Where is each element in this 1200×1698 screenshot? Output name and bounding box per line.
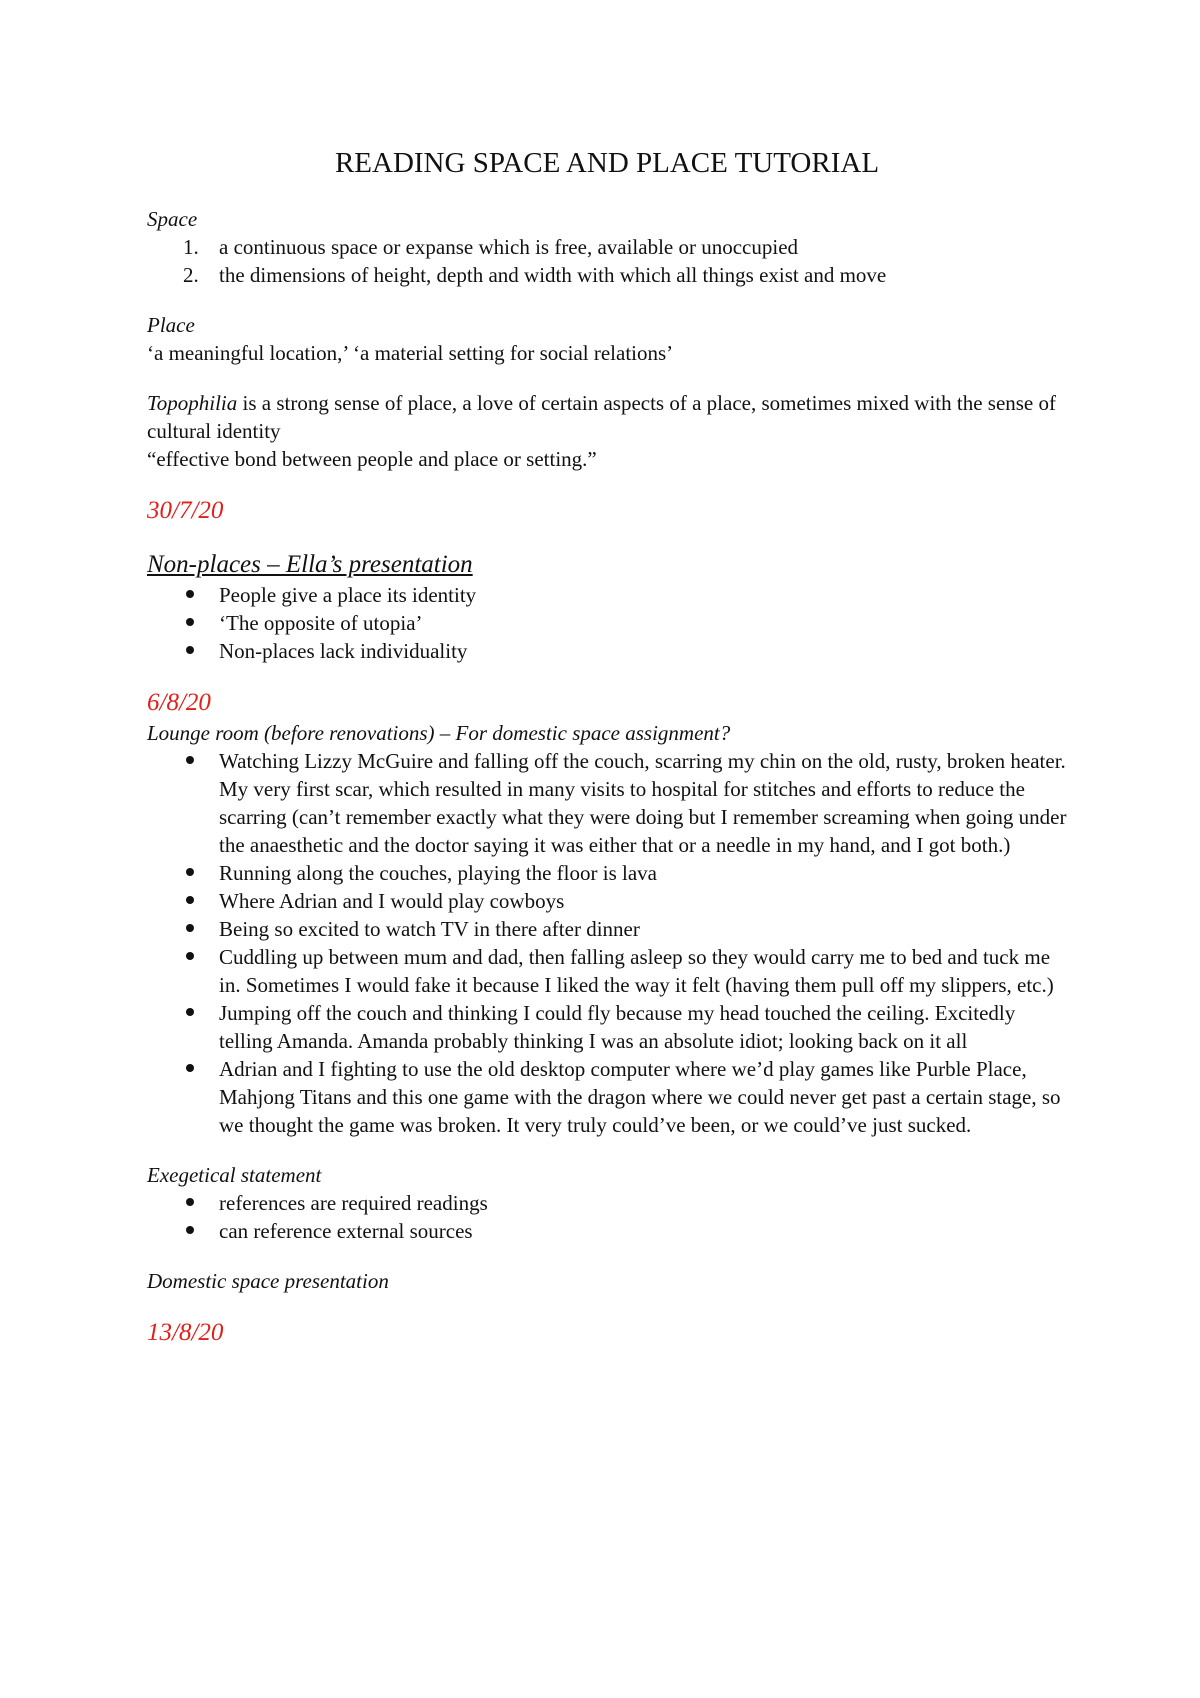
list-item-text: references are required readings: [219, 1191, 488, 1215]
space-definition-list: [147, 233, 1067, 289]
topophilia-term: Topophilia: [147, 391, 238, 415]
list-item: [219, 999, 1067, 1055]
list-item-text: Being so excited to watch TV in there after dinner: [219, 917, 640, 941]
bullet-icon: [186, 756, 194, 764]
bullet-icon: [186, 1008, 194, 1016]
date-heading: 6/8/20: [147, 689, 211, 716]
list-item: [219, 887, 1067, 915]
list-item: [219, 1217, 1067, 1245]
list-item-text: Running along the couches, playing the floor is lava: [219, 861, 657, 885]
list-item: [183, 233, 1067, 261]
topophilia-quote: “effective bond between people and place or setting.”: [147, 447, 597, 471]
list-item: [219, 943, 1067, 999]
list-item: [219, 859, 1067, 887]
bullet-icon: [186, 924, 194, 932]
bullet-icon: [186, 646, 194, 654]
list-item: [219, 637, 1067, 665]
list-item: [219, 747, 1067, 859]
list-item: [183, 261, 1067, 289]
date-heading: 30/7/20: [147, 497, 224, 524]
list-item: [219, 915, 1067, 943]
lounge-bullet-list: [147, 747, 1067, 1139]
place-definition: ‘a meaningful location,’ ‘a material setting for social relations’: [147, 341, 674, 365]
topophilia-paragraph: [147, 389, 1067, 445]
bullet-icon: [186, 1064, 194, 1072]
domestic-heading: Domestic space presentation: [147, 1269, 389, 1293]
exegetical-bullet-list: [147, 1189, 1067, 1245]
list-item-text: People give a place its identity: [219, 583, 477, 607]
bullet-icon: [186, 896, 194, 904]
list-item: [219, 581, 1067, 609]
list-item-text: Adrian and I fighting to use the old desktop computer where we’d play games like Purble Place, Mahjong Titans and this one game with the dragon where we could never get past a certain stage, so we thought the game was broken. It very truly could’ve been, or we could’ve just sucked.: [219, 1057, 1061, 1137]
place-heading: Place: [147, 313, 195, 337]
document-content: [147, 145, 1067, 1349]
list-item: [219, 609, 1067, 637]
space-heading: Space: [147, 207, 198, 231]
list-item: [219, 1189, 1067, 1217]
date-heading: 13/8/20: [147, 1319, 224, 1346]
list-item-text: can reference external sources: [219, 1219, 473, 1243]
nonplaces-bullet-list: [147, 581, 1067, 665]
bullet-icon: [186, 1198, 194, 1206]
list-item-text: Cuddling up between mum and dad, then falling asleep so they would carry me to bed and tuck me in. Sometimes I would fake it because I liked the way it felt (having them pull off my slippers, etc.): [219, 945, 1054, 997]
bullet-icon: [186, 1226, 194, 1234]
list-marker: 1.: [183, 235, 199, 259]
bullet-icon: [186, 590, 194, 598]
page-title: READING SPACE AND PLACE TUTORIAL: [334, 147, 880, 179]
list-item: [219, 1055, 1067, 1139]
exegetical-heading: Exegetical statement: [147, 1163, 322, 1187]
nonplaces-heading: Non-places – Ella’s presentation: [147, 551, 473, 578]
list-item-text: a continuous space or expanse which is free, available or unoccupied: [219, 235, 799, 259]
list-item-text: Non-places lack individuality: [219, 639, 468, 663]
topophilia-definition: is a strong sense of place, a love of certain aspects of a place, sometimes mixed with the sense of cultural identity: [147, 391, 1056, 443]
bullet-icon: [186, 868, 194, 876]
bullet-icon: [186, 952, 194, 960]
lounge-heading: Lounge room (before renovations) – For domestic space assignment?: [147, 721, 731, 745]
list-marker: 2.: [183, 263, 199, 287]
list-item-text: ‘The opposite of utopia’: [219, 611, 423, 635]
list-item-text: Where Adrian and I would play cowboys: [219, 889, 565, 913]
bullet-icon: [186, 618, 194, 626]
list-item-text: the dimensions of height, depth and width with which all things exist and move: [219, 263, 887, 287]
list-item-text: Watching Lizzy McGuire and falling off the couch, scarring my chin on the old, rusty, broken heater. My very first scar, which resulted in many visits to hospital for stitches and efforts to reduce the scarring (can’t remember exactly what they were doing but I remember screaming when going under the anaesthetic and the doctor saying it was either that or a needle in my hand, and I got both.): [219, 749, 1067, 857]
list-item-text: Jumping off the couch and thinking I could fly because my head touched the ceiling. Excitedly telling Amanda. Amanda probably thinking I was an absolute idiot; looking back on it all: [219, 1001, 1016, 1053]
